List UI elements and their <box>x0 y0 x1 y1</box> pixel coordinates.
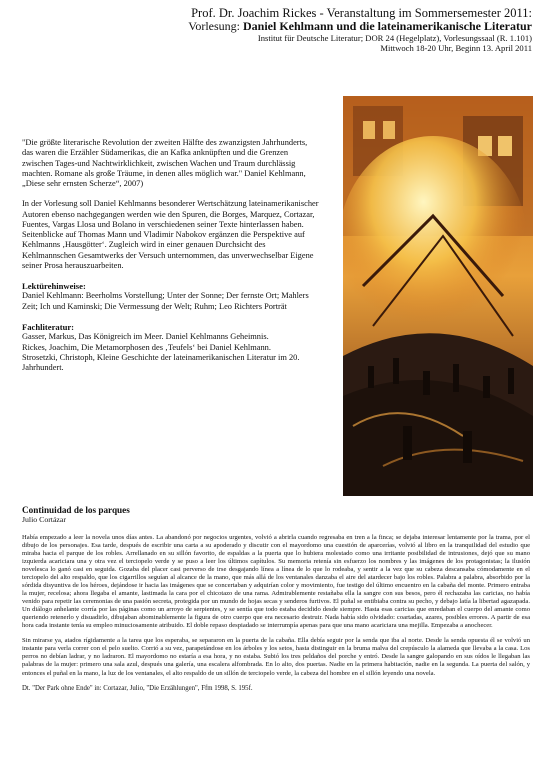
fachliteratur-list <box>22 332 320 373</box>
fachliteratur-item: Strosetzki, Christoph, Kleine Geschichte der lateinamerikanischen Literatur im 20. Jahrhundert. <box>22 352 300 373</box>
kehlmann-quote: "Die größte literarische Revolution der zweiten Hälfte des zwanzigsten Jahrhunderts, das waren die Erzähler Südamerikas, die an Kafka anknüpften und die Grenzen zwischen Tages-und Nachtwirklichkeit, zwischen Wachen und Traum durchlässig machten. Romane als große Träume, in denen alles möglich war." Daniel Kehlmann, „Diese sehr ernsten Scherze“, 2007) <box>22 138 308 188</box>
story-title: Continuidad de los parques <box>22 505 130 515</box>
painting-illustration <box>343 96 533 496</box>
header-schedule: Mittwoch 18-20 Uhr, Beginn 13. April 2011 <box>380 43 532 54</box>
painting-artwork <box>343 96 533 496</box>
story-paragraph: Había empezado a leer la novela unos días antes. La abandonó por negocios urgentes, volvió a abrirla cuando regresaba en tren a la finca; se dejaba interesar lentamente por la trama, por el dibujo de los personajes. Esa tarde, después de escribir una carta a su apoderado y discutir con el mayordomo una cuestión de aparcerías, volvió al libro en la tranquilidad del estudio que miraba hacia el parque de los robles. Arrellanado en su sillón favorito, de espaldas a la puerta que lo hubiera molestado como una irritante posibilidad de intrusiones, dejó que su mano izquierda acariciara una y otra vez el terciopelo verde y se puso a leer los últimos capítulos. Su memoria retenía sin esfuerzo los nombres y las imágenes de los protagonistas; la ilusión novelesca lo ganó casi en seguida. Gozaba del placer casi perverso de irse desgajando línea a línea de lo que lo rodeaba, y sentir a la vez que su cabeza descansaba cómodamente en el terciopelo del alto respaldo, que los cigarrillos seguían al alcance de la mano, que más allá de los ventanales danzaba el aire del atardecer bajo los robles. Palabra a palabra, absorbido por la sórdida disyuntiva de los héroes, dejándose ir hacia las imágenes que se concertaban y adquirían color y movimiento, fue testigo del último encuentro en la cabaña del monte. Primero entraba la mujer, recelosa; ahora llegaba el amante, lastimada la cara por el chicotazo de una rama. Admirablemente restañaba ella la sangre con sus besos, pero él rechazaba las caricias, no había venido para repetir las ceremonias de una pasión secreta, protegida por un mundo de hojas secas y senderos furtivos. El puñal se entibiaba contra su pecho, y debajo latía la libertad agazapada. Un diálogo anhelante corría por las páginas como un arroyo de serpientes, y se sentía que todo estaba decidido desde siempre. Hasta esas caricias que enredaban el cuerpo del amante como queriendo retenerlo y disuadirlo, dibujaban abominablemente la figura de otro cuerpo que era necesario destruir. Nada había sido olvidado: coartadas, azares, posibles errores. A partir de esa hora cada instante tenía su empleo minuciosamente atribuido. El doble repaso despiadado se interrumpía apenas para que una mano acariciara una mejilla. Empezaba a anochecer. <box>22 534 530 630</box>
story-paragraph: Sin mirarse ya, atados rígidamente a la tarea que los esperaba, se separaron en la puerta de la cabaña. Ella debía seguir por la senda que iba al norte. Desde la senda opuesta él se volvió un instante para verla correr con el pelo suelto. Corrió a su vez, parapetándose en los árboles y los setos, hasta distinguir en la bruma malva del crepúsculo la alameda que llevaba a la casa. Los perros no debían ladrar, y no ladraron. El mayordomo no estaría a esa hora, y no estaba. Subió los tres peldaños del porche y entró. Desde la sangre galopando en sus oídos le llegaban las palabras de la mujer: primero una sala azul, después una galería, una escalera alfombrada. En lo alto, dos puertas. Nadie en la primera habitación, nadie en la segunda. La puerta del salón, y entonces el puñal en la mano, la luz de los ventanales, el alto respaldo de un sillón de terciopelo verde, la cabeza del hombre en el sillón leyendo una novela. <box>22 637 530 677</box>
header-course-line: Prof. Dr. Joachim Rickes - Veranstaltung im Sommersemester 2011: <box>191 6 532 20</box>
header-location: Institut für Deutsche Literatur; DOR 24 (Hegelplatz), Vorlesungssaal (R. 1.101) <box>257 33 532 44</box>
fachliteratur-item: Rickes, Joachim, Die Metamorphosen des ‚Teufels‘ bei Daniel Kehlmann. <box>22 342 271 352</box>
lecture-description: In der Vorlesung soll Daniel Kehlmanns besonderer Wertschätzung lateinamerikanischer Autoren ebenso nachgegangen werden wie den Spuren, die Borges, Marquez, Cortazar, Fuentes, Vargas Llosa und Bolano in verschiedenen seiner Texte hinterlassen haben. Seitenblicke auf Thomas Mann und Vladimir Nabokov ergänzen die Perspektive auf Kehlmanns ‚Hausgötter‘. Zugleich wird in einer genauen Durchsicht des Kehlmannschen Gesamtwerks der Versuch unternommen, das unverwechselbar Eigene seiner Prosa herauszuarbeiten. <box>22 199 319 270</box>
header-lecture-prefix: Vorlesung: <box>188 19 240 34</box>
lektuere-list: Daniel Kehlmann: Beerholms Vorstellung; Unter der Sonne; Der fernste Ort; Mahlers Zeit; Ich und Kaminski; Die Vermessung der Welt; Ruhm; Leo Richters Porträt <box>22 291 309 311</box>
story-section <box>22 505 530 692</box>
story-author: Julio Cortázar <box>22 515 66 524</box>
course-description <box>22 138 320 373</box>
translation-source: Dt. "Der Park ohne Ende" in: Cortazar, Julio, "Die Erzählungen", Ffm 1998, S. 195f. <box>22 684 253 692</box>
header-lecture-title: Daniel Kehlmann und die lateinamerikanische Literatur <box>242 19 532 34</box>
fachliteratur-heading: Fachliteratur: <box>22 321 75 332</box>
header-lecture-line <box>32 20 532 34</box>
lektuere-heading: Lektürehinweise: <box>22 281 86 291</box>
fachliteratur-item: Gasser, Markus, Das Königreich im Meer. Daniel Kehlmanns Geheimnis. <box>22 332 269 342</box>
page-header <box>32 6 532 54</box>
